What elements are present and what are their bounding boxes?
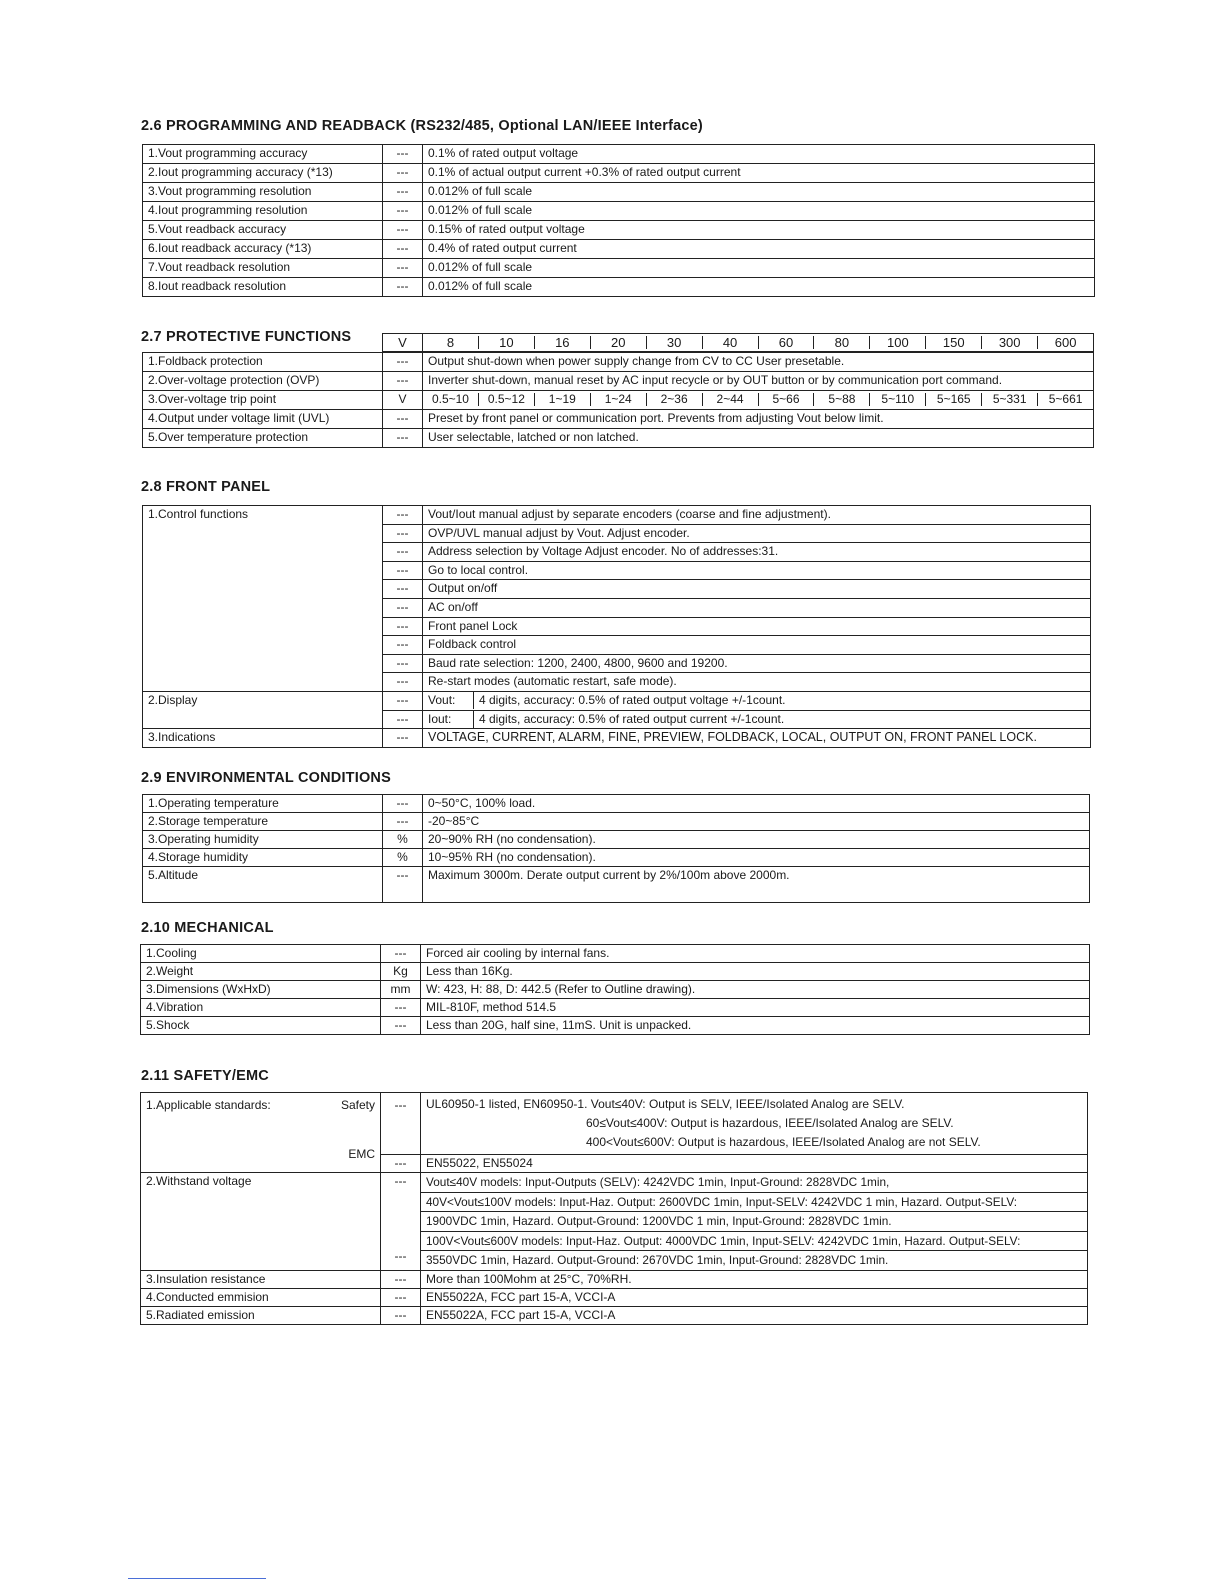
row-unit: ---: [383, 710, 423, 729]
row-unit: ---: [383, 353, 423, 372]
table-row: [143, 221, 1095, 240]
ovp-range-value: 2~36: [646, 393, 702, 406]
row-unit: ---: [381, 1155, 421, 1173]
row-value: 0.1% of rated output voltage: [423, 145, 1095, 164]
table-row: [143, 164, 1095, 183]
voltage-model-cell: 300: [981, 336, 1037, 349]
row-unit: ---: [383, 259, 423, 278]
voltage-model-cell: 8: [446, 335, 455, 350]
ovp-range-cell: [423, 391, 1094, 410]
display-value: 4 digits, accuracy: 0.5% of rated output current +/-1count.: [479, 711, 785, 726]
row-value: 10~95% RH (no condensation).: [423, 849, 1090, 867]
control-function-item: Foldback control: [423, 636, 1091, 655]
programming-readback-table: [142, 144, 1095, 297]
table-row: [143, 410, 1094, 429]
row-label: 4.Conducted emmision: [141, 1288, 381, 1306]
row-unit: ---: [381, 945, 421, 963]
voltage-model-cell: 10: [478, 336, 534, 349]
indications-value: VOLTAGE, CURRENT, ALARM, FINE, PREVIEW, FOLDBACK, LOCAL, OUTPUT ON, FRONT PANEL LOCK.: [423, 729, 1091, 748]
row-label: 2.Over-voltage protection (OVP): [143, 372, 383, 391]
row-label: 5.Radiated emission: [141, 1306, 381, 1324]
row-label: 2.Display: [143, 691, 383, 728]
table-row: [143, 849, 1090, 867]
safety-emc-table: [140, 1092, 1088, 1325]
front-panel-table: [142, 505, 1091, 748]
table-row: [143, 795, 1090, 813]
row-value: Forced air cooling by internal fans.: [421, 945, 1090, 963]
table-row: [143, 202, 1095, 221]
row-value: MIL-810F, method 514.5: [421, 999, 1090, 1017]
ovp-range-value: 0.5~10: [431, 392, 469, 406]
row-unit: mm: [381, 981, 421, 999]
ovp-range-value: 0.5~12: [478, 393, 534, 406]
table-row: [141, 999, 1090, 1017]
row-value: Output shut-down when power supply change from CV to CC User presetable.: [423, 353, 1094, 372]
row-value: 20~90% RH (no condensation).: [423, 831, 1090, 849]
table-row: [141, 1173, 1088, 1271]
withstand-line: 100V<Vout≤600V models: Input-Haz. Output: 4000VDC 1min, Input-SELV: 4242VDC 1min, Hazard. Output-SELV:: [421, 1232, 1087, 1252]
row-unit: ---: [383, 813, 423, 831]
voltage-model-cell: 100: [869, 336, 925, 349]
row-label: 2.Withstand voltage: [141, 1173, 381, 1271]
row-value: Less than 16Kg.: [421, 963, 1090, 981]
row-label: 8.Iout readback resolution: [143, 278, 383, 297]
row-value: More than 100Mohm at 25°C, 70%RH.: [421, 1270, 1088, 1288]
row-value: Less than 20G, half sine, 11mS. Unit is unpacked.: [421, 1017, 1090, 1035]
row-label: 5.Altitude: [143, 867, 383, 903]
table-row: [143, 691, 1091, 710]
row-unit: ---: [383, 202, 423, 221]
row-unit: ---: [383, 429, 423, 448]
voltage-model-list: [423, 336, 1093, 349]
row-value: EN55022A, FCC part 15-A, VCCI-A: [421, 1306, 1088, 1324]
table-row: [141, 963, 1090, 981]
row-label: 3.Vout programming resolution: [143, 183, 383, 202]
voltage-header-unit: V: [383, 334, 423, 352]
table-row: [143, 240, 1095, 259]
voltage-model-cell: 16: [534, 336, 590, 349]
withstand-line: 3550VDC 1min, Hazard. Output-Ground: 2670VDC 1min, Input-Ground: 2828VDC 1min.: [426, 1253, 889, 1268]
row-unit: %: [383, 849, 423, 867]
ovp-range-value: 5~331: [981, 393, 1037, 406]
row-label: 3.Dimensions (WxHxD): [141, 981, 381, 999]
display-key: Iout:: [423, 711, 474, 728]
control-function-item: Front panel Lock: [423, 617, 1091, 636]
row-unit: ---: [383, 410, 423, 429]
row-unit: ---: [381, 1270, 421, 1288]
table-row: [143, 391, 1094, 410]
display-spec: [423, 691, 1091, 710]
row-unit: Kg: [381, 963, 421, 981]
row-value: Inverter shut-down, manual reset by AC input recycle or by OUT button or by communication port command.: [423, 372, 1094, 391]
display-spec-pair: [423, 711, 1090, 728]
row-label: 1.Vout programming accuracy: [143, 145, 383, 164]
control-function-item: AC on/off: [423, 598, 1091, 617]
row-label: 4.Iout programming resolution: [143, 202, 383, 221]
row-unit: ---: [381, 1306, 421, 1324]
row-label: 4.Storage humidity: [143, 849, 383, 867]
withstand-line: Vout≤40V models: Input-Outputs (SELV): 4242VDC 1min, Input-Ground: 2828VDC 1min,: [421, 1173, 1087, 1193]
voltage-model-cell: 80: [813, 336, 869, 349]
row-unit: ---: [383, 506, 423, 525]
safety-line: 60≤Vout≤400V: Output is hazardous, IEEE/Isolated Analog are SELV.: [586, 1116, 954, 1130]
row-unit: ---: [383, 183, 423, 202]
row-unit: ---: [381, 1288, 421, 1306]
row-label: 1.Cooling: [141, 945, 381, 963]
display-spec-pair: [423, 692, 1090, 709]
section-title-2-8: 2.8 FRONT PANEL: [141, 479, 271, 495]
row-unit: ---: [383, 617, 423, 636]
row-label: 2.Iout programming accuracy (*13): [143, 164, 383, 183]
row-label: 4.Vibration: [141, 999, 381, 1017]
voltage-model-cell: 150: [925, 336, 981, 349]
row-value: 0.4% of rated output current: [423, 240, 1095, 259]
ovp-range-value: 1~19: [534, 393, 590, 406]
row-label: 1.Control functions: [143, 506, 383, 692]
section-title-2-7: 2.7 PROTECTIVE FUNCTIONS: [141, 329, 352, 345]
row-label: 4.Output under voltage limit (UVL): [143, 410, 383, 429]
safety-line: 400<Vout≤600V: Output is hazardous, IEEE/Isolated Analog are not SELV.: [586, 1135, 981, 1149]
table-row: [143, 867, 1090, 903]
section-title-2-6: 2.6 PROGRAMMING AND READBACK (RS232/485, Optional LAN/IEEE Interface): [141, 118, 703, 134]
withstand-dash-top: ---: [394, 1174, 407, 1188]
ovp-range-list: [423, 393, 1093, 406]
withstand-line: 40V<Vout≤100V models: Input-Haz. Output: 2600VDC 1min, Input-SELV: 4242VDC 1 min, Hazard. Output-SELV:: [421, 1193, 1087, 1213]
safety-line: UL60950-1 listed, EN60950-1. Vout≤40V: Output is SELV, IEEE/Isolated Analog are SELV.: [426, 1097, 905, 1111]
table-row: [141, 1270, 1088, 1288]
ovp-range-value: 2~44: [702, 393, 758, 406]
row-label: 3.Operating humidity: [143, 831, 383, 849]
table-row: [141, 1288, 1088, 1306]
row-unit: ---: [383, 561, 423, 580]
row-value: Preset by front panel or communication port. Prevents from adjusting Vout below limit.: [423, 410, 1094, 429]
table-row: [143, 813, 1090, 831]
row-value: 0.012% of full scale: [423, 202, 1095, 221]
ovp-range-value: 5~88: [813, 393, 869, 406]
row-unit: ---: [383, 691, 423, 710]
control-function-item: Output on/off: [423, 580, 1091, 599]
row-unit: V: [383, 391, 423, 410]
section-title-2-9: 2.9 ENVIRONMENTAL CONDITIONS: [141, 770, 391, 786]
control-function-item: Go to local control.: [423, 561, 1091, 580]
table-row: [141, 1017, 1090, 1035]
table-row: [143, 145, 1095, 164]
row-unit: ---: [381, 1017, 421, 1035]
control-function-item: OVP/UVL manual adjust by Vout. Adjust encoder.: [423, 524, 1091, 543]
row-value: Maximum 3000m. Derate output current by 2%/100m above 2000m.: [423, 867, 1090, 903]
table-row: [143, 831, 1090, 849]
row-unit: ---: [383, 543, 423, 562]
row-value: 0.15% of rated output voltage: [423, 221, 1095, 240]
table-row: [143, 506, 1091, 525]
ovp-range-value: 5~661: [1037, 393, 1093, 406]
display-key: Vout:: [423, 692, 474, 709]
row-unit: ---: [381, 999, 421, 1017]
ovp-range-value: 1~24: [590, 393, 646, 406]
table-row: [143, 429, 1094, 448]
control-function-item: Re-start modes (automatic restart, safe mode).: [423, 673, 1091, 692]
row-value: 0.012% of full scale: [423, 183, 1095, 202]
voltage-model-cell: 30: [646, 336, 702, 349]
row-label: 5.Over temperature protection: [143, 429, 383, 448]
row-unit: ---: [383, 795, 423, 813]
row-label: 2.Storage temperature: [143, 813, 383, 831]
section-title-2-10: 2.10 MECHANICAL: [141, 920, 274, 936]
row-unit: ---: [383, 867, 423, 903]
withstand-value: [421, 1173, 1088, 1271]
row-label: 5.Vout readback accuracy: [143, 221, 383, 240]
withstand-dash-bottom: ---: [394, 1249, 407, 1263]
row-unit: ---: [383, 524, 423, 543]
safety-label: Safety: [340, 1098, 375, 1112]
environmental-table: [142, 794, 1090, 903]
applicable-standards-label: [141, 1093, 381, 1173]
row-unit: %: [383, 831, 423, 849]
row-unit: ---: [383, 145, 423, 164]
row-value: 0.012% of full scale: [423, 259, 1095, 278]
applicable-standards-text: 1.Applicable standards:: [146, 1098, 271, 1112]
control-function-item: Address selection by Voltage Adjust encoder. No of addresses:31.: [423, 543, 1091, 562]
row-unit: ---: [383, 580, 423, 599]
display-value: 4 digits, accuracy: 0.5% of rated output voltage +/-1count.: [479, 692, 786, 707]
row-unit: ---: [383, 221, 423, 240]
section-title-2-11: 2.11 SAFETY/EMC: [141, 1068, 269, 1084]
table-row: [143, 278, 1095, 297]
row-label: 1.Operating temperature: [143, 795, 383, 813]
table-row: [143, 259, 1095, 278]
withstand-line: 1900VDC 1min, Hazard. Output-Ground: 1200VDC 1 min, Input-Ground: 2828VDC 1min.: [421, 1212, 1087, 1232]
row-value: 0~50°C, 100% load.: [423, 795, 1090, 813]
row-value: EN55022A, FCC part 15-A, VCCI-A: [421, 1288, 1088, 1306]
emc-value: EN55022, EN55024: [421, 1155, 1088, 1173]
table-row: [143, 353, 1094, 372]
row-unit: ---: [383, 278, 423, 297]
row-label: 7.Vout readback resolution: [143, 259, 383, 278]
row-label: 2.Weight: [141, 963, 381, 981]
table-row: [141, 981, 1090, 999]
row-unit: ---: [383, 654, 423, 673]
control-function-item: Baud rate selection: 1200, 2400, 4800, 9600 and 19200.: [423, 654, 1091, 673]
safety-standards-value: [421, 1093, 1088, 1155]
voltage-model-cell: 600: [1037, 336, 1093, 349]
row-value: -20~85°C: [423, 813, 1090, 831]
table-row: [141, 1093, 1088, 1155]
voltage-header-row: [382, 333, 1094, 352]
row-unit: ---: [383, 372, 423, 391]
row-label: 3.Indications: [143, 729, 383, 748]
protective-functions-table: [142, 352, 1094, 448]
voltage-model-cell: 60: [758, 336, 814, 349]
row-unit: ---: [383, 729, 423, 748]
table-row: [141, 945, 1090, 963]
row-unit: ---: [381, 1093, 421, 1155]
ovp-range-value: 5~110: [869, 393, 925, 406]
voltage-model-cell: 20: [590, 336, 646, 349]
emc-label: EMC: [348, 1147, 375, 1161]
row-unit: ---: [383, 240, 423, 259]
row-value: 0.012% of full scale: [423, 278, 1095, 297]
row-label: 5.Shock: [141, 1017, 381, 1035]
mechanical-table: [140, 944, 1090, 1035]
table-row: [143, 729, 1091, 748]
display-spec: [423, 710, 1091, 729]
row-unit: ---: [383, 598, 423, 617]
row-unit: ---: [383, 673, 423, 692]
row-value: User selectable, latched or non latched.: [423, 429, 1094, 448]
ovp-range-value: 5~165: [925, 393, 981, 406]
row-unit: ---: [383, 636, 423, 655]
table-row: [143, 372, 1094, 391]
voltage-model-cell: 40: [702, 336, 758, 349]
table-row: [141, 1306, 1088, 1324]
row-value: W: 423, H: 88, D: 442.5 (Refer to Outline drawing).: [421, 981, 1090, 999]
table-row: [143, 183, 1095, 202]
row-unit: [381, 1173, 421, 1271]
row-value: 0.1% of actual output current +0.3% of rated output current: [423, 164, 1095, 183]
row-label: 3.Insulation resistance: [141, 1270, 381, 1288]
row-unit: ---: [383, 164, 423, 183]
control-function-item: Vout/Iout manual adjust by separate encoders (coarse and fine adjustment).: [423, 506, 1091, 525]
row-label: 1.Foldback protection: [143, 353, 383, 372]
ovp-range-value: 5~66: [758, 393, 814, 406]
row-label: 3.Over-voltage trip point: [143, 391, 383, 410]
row-label: 6.Iout readback accuracy (*13): [143, 240, 383, 259]
footer-rule: [128, 1578, 266, 1579]
